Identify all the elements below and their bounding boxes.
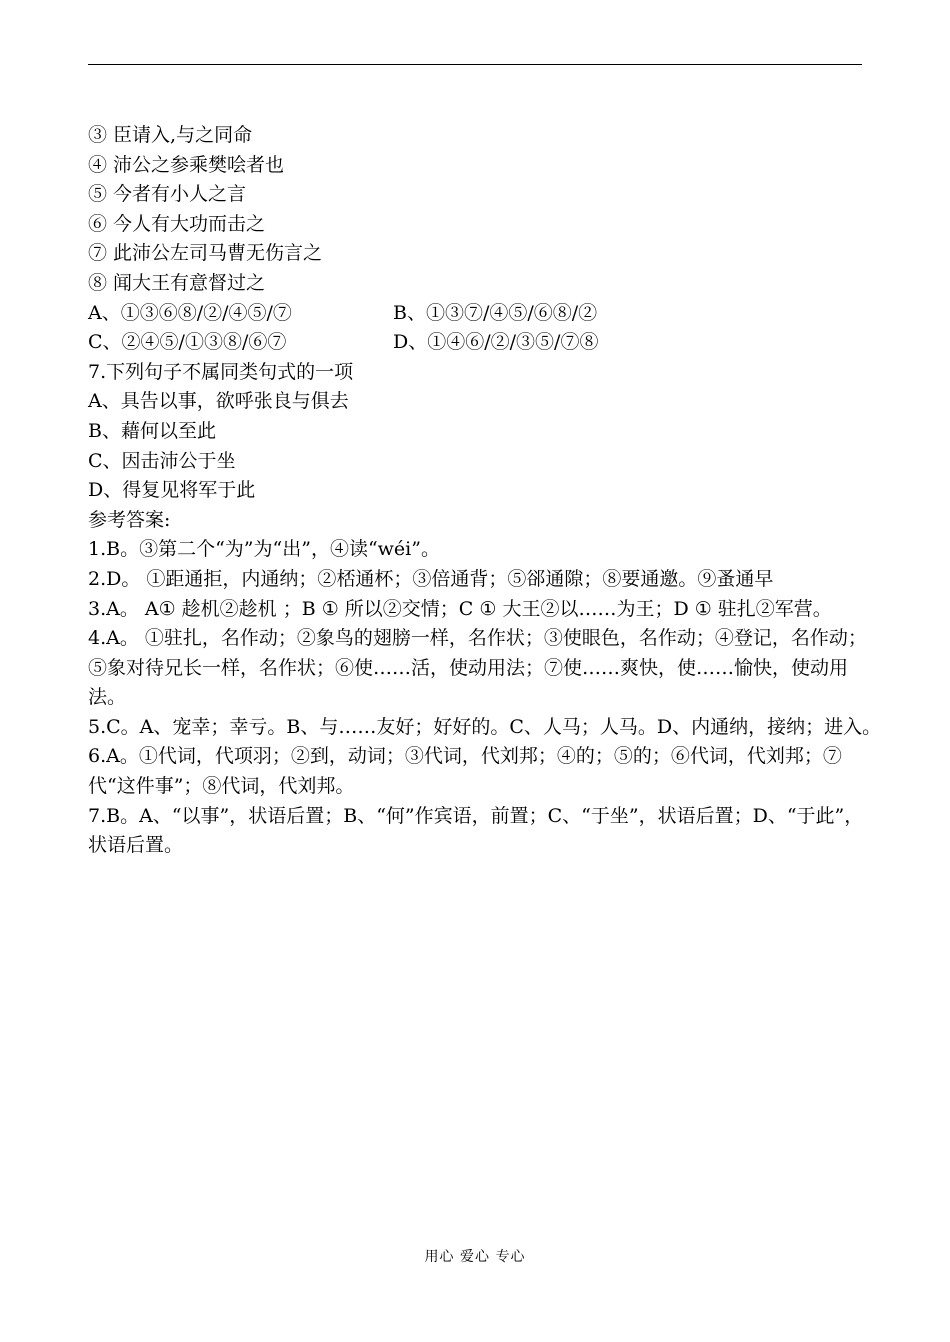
- sentence-line: ⑥ 今人有大功而击之: [88, 212, 266, 235]
- answers-heading: 参考答案:: [88, 508, 171, 531]
- sentence-line: ⑤ 今者有小人之言: [88, 183, 247, 206]
- question-7-stem: 7.下列句子不属同类句式的一项: [88, 360, 354, 383]
- answer-item: 1.B。③第二个“为”为“出”，④读“wéi”。: [88, 538, 440, 561]
- q7-option: C、因击沛公于坐: [88, 449, 236, 472]
- page-footer: 用心 爱心 专心: [424, 1249, 526, 1265]
- sentence-line: ⑧ 闻大王有意督过之: [88, 271, 266, 294]
- sentence-line: ⑦ 此沛公左司马曹无伤言之: [88, 242, 323, 265]
- answer-item: 5.C。A、宠幸；幸亏。B、与……友好；好好的。C、人马；人马。D、内通纳，接纳；进入。: [88, 715, 882, 738]
- q7-option: A、具告以事，欲呼张良与俱去: [88, 390, 349, 413]
- answer-item: 6.A。①代词，代项羽；②到，动词；③代词，代刘邦；④的；⑤的；⑥代词，代刘邦；⑦代“这件事”；⑧代词，代刘邦。: [88, 745, 842, 798]
- answer-item: 7.B。A、“以事”，状语后置；B、“何”作宾语，前置；C、“于坐”，状语后置；D、“于此”，状语后置。: [88, 804, 864, 857]
- q6-options-row-1: [88, 299, 868, 329]
- answer-item: 2.D。 ①距通拒，内通纳；②桮通杯；③倍通背；⑤郤通隙；⑧要通邀。⑨蚤通早: [88, 567, 774, 590]
- document-body: [88, 121, 882, 861]
- q7-option: B、藉何以至此: [88, 419, 216, 442]
- q7-option: D、得复见将军于此: [88, 479, 256, 502]
- q6-option-d: D、①④⑥/②/③⑤/⑦⑧: [393, 331, 599, 354]
- q6-options-row-2: [88, 328, 868, 358]
- q6-option-a: A、①③⑥⑧/②/④⑤/⑦: [88, 301, 292, 324]
- q6-option-b: B、①③⑦/④⑤/⑥⑧/②: [393, 301, 598, 324]
- answer-item: 4.A。 ①驻扎，名作动；②象鸟的翅膀一样，名作状；③使眼色，名作动；④登记，名作动；⑤象对待兄长一样，名作状；⑥使……活，使动用法；⑦使……爽快，使……愉快，使动用法。: [88, 627, 867, 709]
- sentence-line: ③ 臣请入,与之同命: [88, 124, 253, 146]
- sentence-line: ④ 沛公之参乘樊哙者也: [88, 153, 285, 176]
- q6-option-c: C、②④⑤/①③⑧/⑥⑦: [88, 331, 287, 354]
- header-rule: [88, 64, 862, 65]
- answer-item: 3.A。 A① 趁机②趁机 ；B ① 所以②交情；C ① 大王②以……为王；D ① 驻扎②军营。: [88, 597, 832, 620]
